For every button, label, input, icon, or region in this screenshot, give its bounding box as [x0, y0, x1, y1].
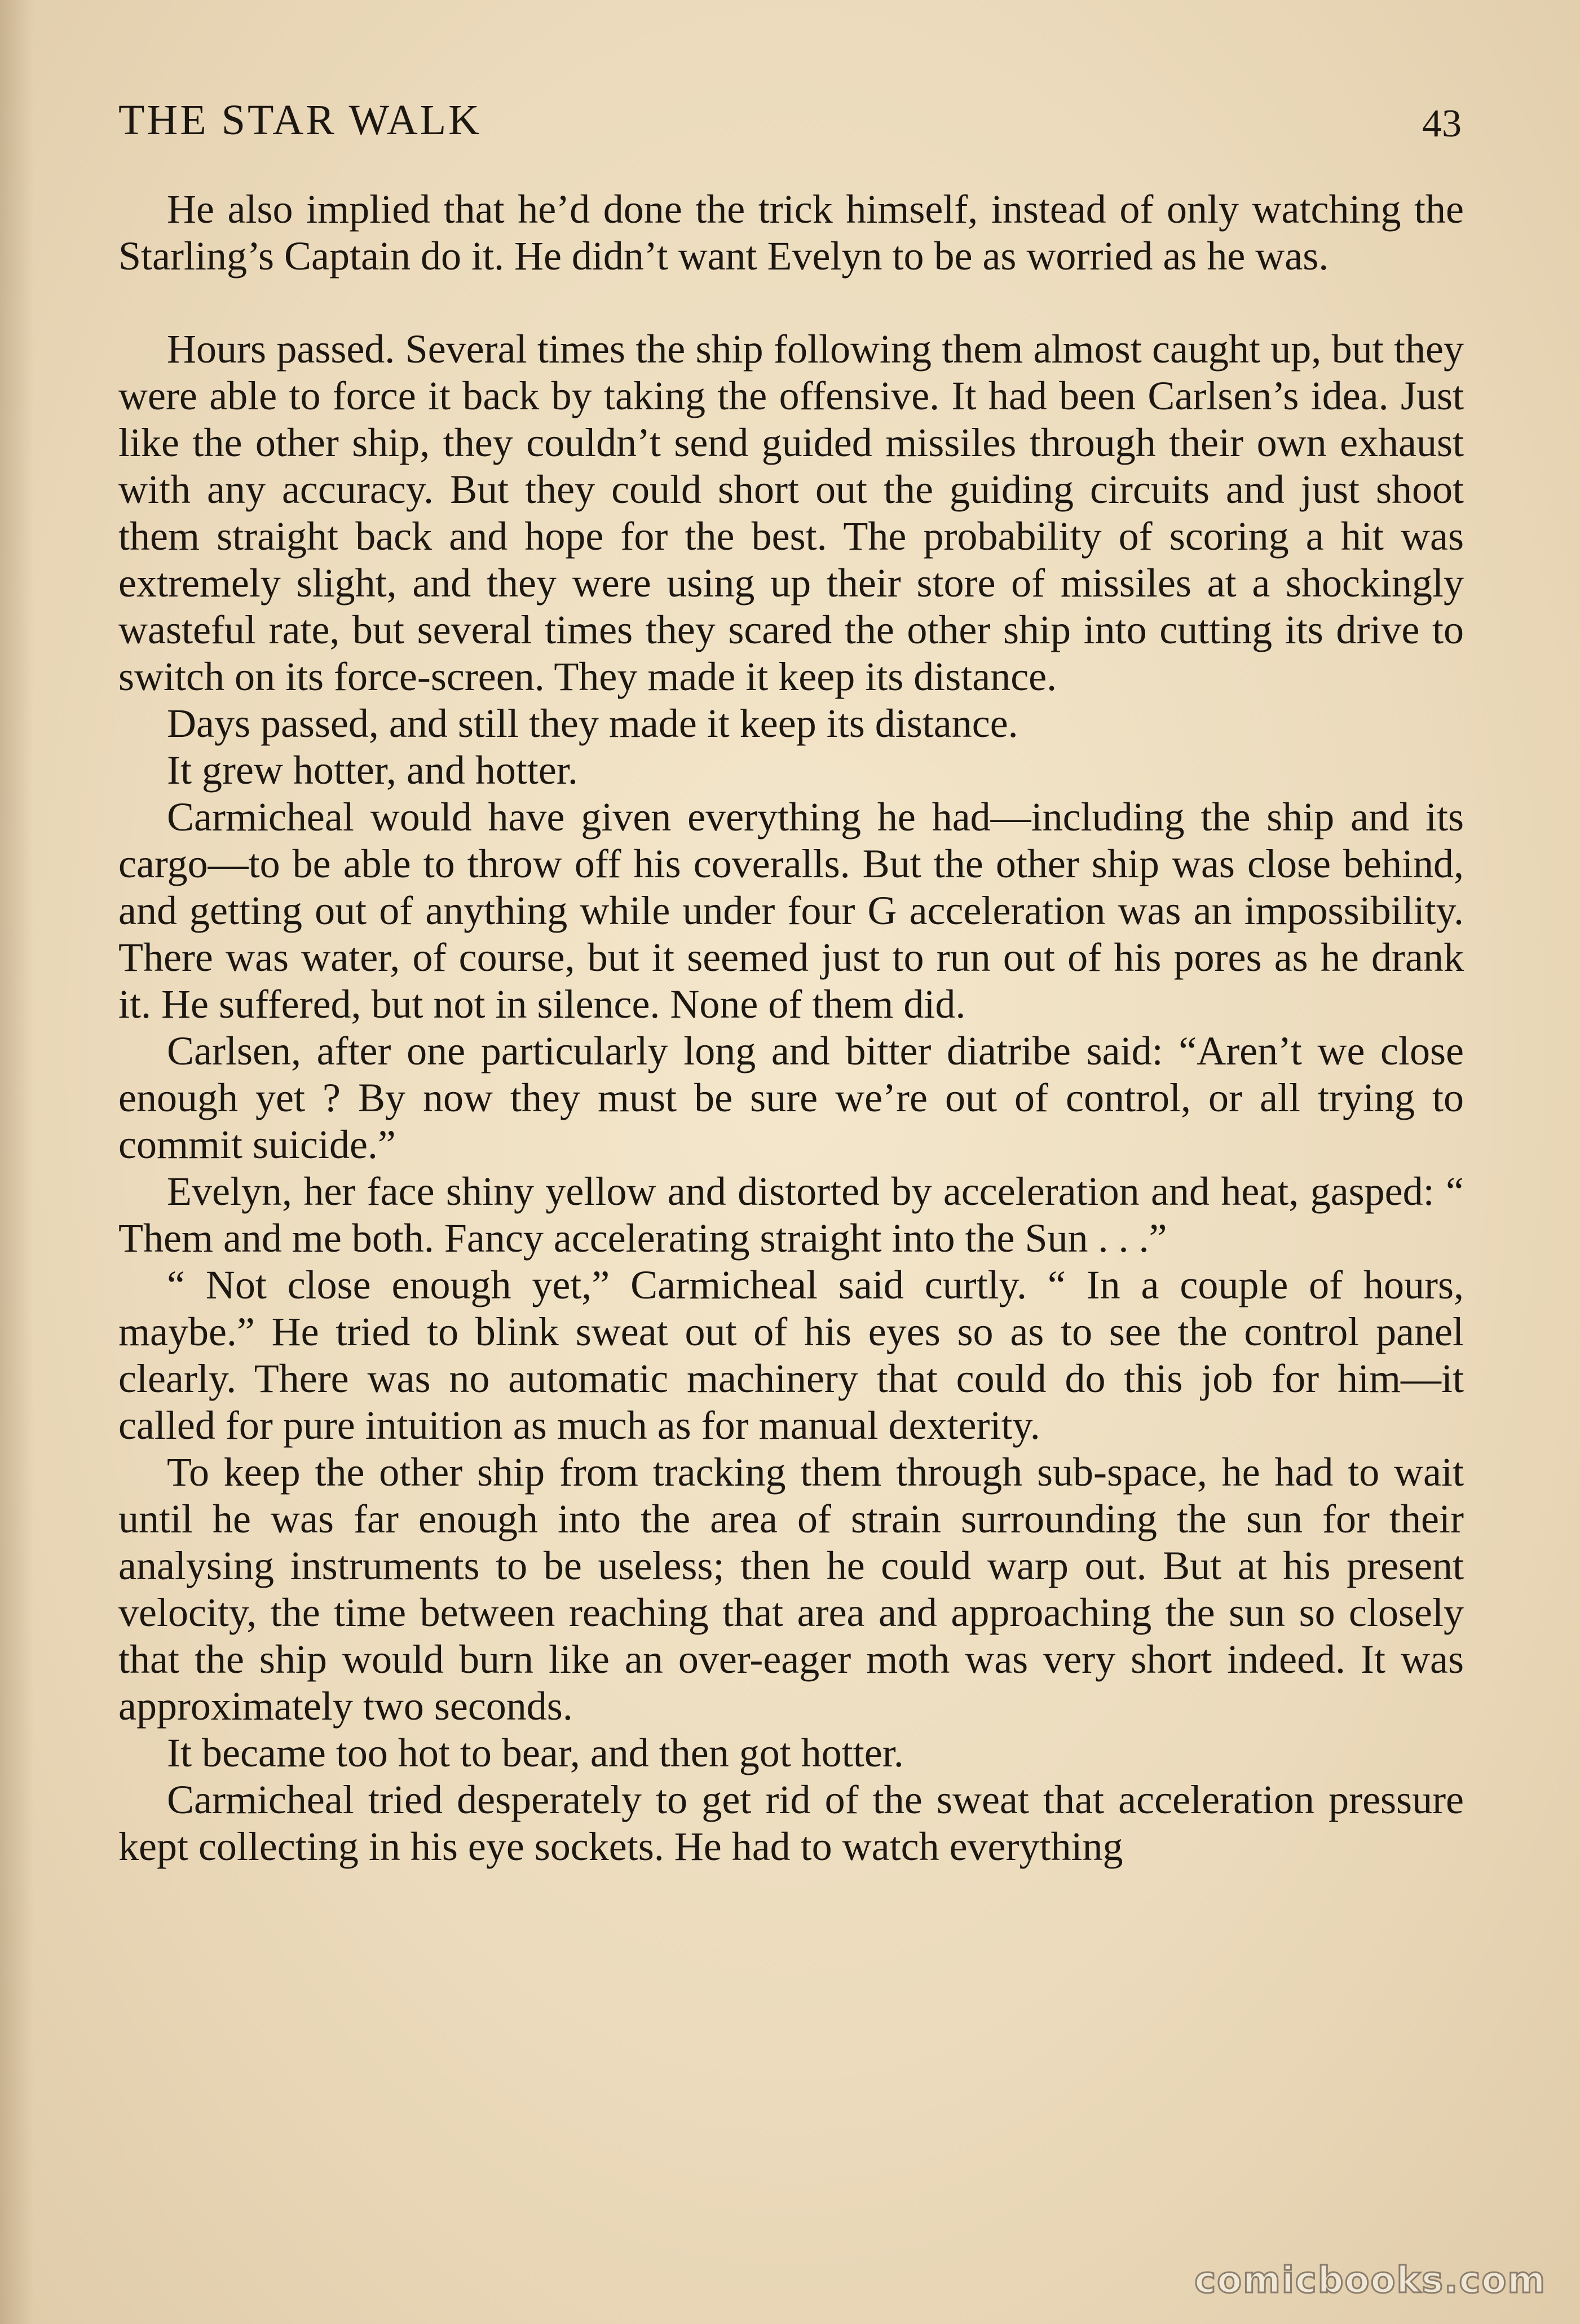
page-header [118, 96, 1462, 164]
running-head: THE STAR WALK [118, 96, 482, 144]
page-edge-shadow [0, 0, 34, 2324]
page-number: 43 [1422, 102, 1462, 145]
paragraph: Carmicheal would have given everything he had—including the ship and its cargo—to be able to throw off his coveralls. But the other ship was close behind, and getting out of anything while under four G acceleration was an impossibility. There was water, of course, but it seemed just to run out of his pores as he drank it. He suffered, but not in silence. None of them did. [118, 794, 1464, 1027]
paragraph: Days passed, and still they made it keep its distance. [167, 701, 1018, 746]
paragraph: “ Not close enough yet,” Carmicheal said curtly. “ In a couple of hours, maybe.” He tried to blink sweat out of his eyes so as to see the control panel clearly. There was no automatic machinery that could do this job for him—it called for pure intuition as much as for manual dexterity. [118, 1262, 1464, 1448]
paragraph: He also implied that he’d done the trick himself, instead of only watching the Starling’s Captain do it. He didn’t want Evelyn to be as worried as he was. [118, 187, 1464, 279]
paragraph: Carlsen, after one particularly long and bitter diatribe said: “Aren’t we close enough yet ? By now they must be sure we’re out of control, or all trying to commit suicide.” [118, 1028, 1464, 1167]
site-watermark: comicbooks.com [1194, 2260, 1546, 2301]
body-text [118, 186, 1464, 1870]
paragraph: Carmicheal tried desperately to get rid of the sweat that acceleration pressure kept collecting in his eye sockets. He had to watch everything [118, 1777, 1464, 1869]
paragraph: Hours passed. Several times the ship following them almost caught up, but they were able to force it back by taking the offensive. It had been Carlsen’s idea. Just like the other ship, they couldn’t send guided missiles through their own exhaust with any accuracy. But they could short out the guiding circuits and just shoot them straight back and hope for the best. The probability of scoring a hit was extremely slight, and they were using up their store of missiles at a shockingly wasteful rate, but several times they scared the other ship into cutting its drive to switch on its force-screen. They made it keep its distance. [118, 326, 1464, 699]
paragraph: Evelyn, her face shiny yellow and distorted by acceleration and heat, gasped: “ Them and me both. Fancy accelerating straight into the Sun . . .” [118, 1169, 1464, 1261]
paragraph: It grew hotter, and hotter. [167, 748, 578, 793]
paragraph: It became too hot to bear, and then got hotter. [167, 1730, 904, 1775]
paragraph: To keep the other ship from tracking them through sub-space, he had to wait until he was far enough into the area of strain surrounding the sun for their analysing instruments to be useless; then he could warp out. But at his present velocity, the time between reaching that area and approaching the sun so closely that the ship would burn like an over-eager moth was very short indeed. It was approximately two seconds. [118, 1450, 1464, 1729]
